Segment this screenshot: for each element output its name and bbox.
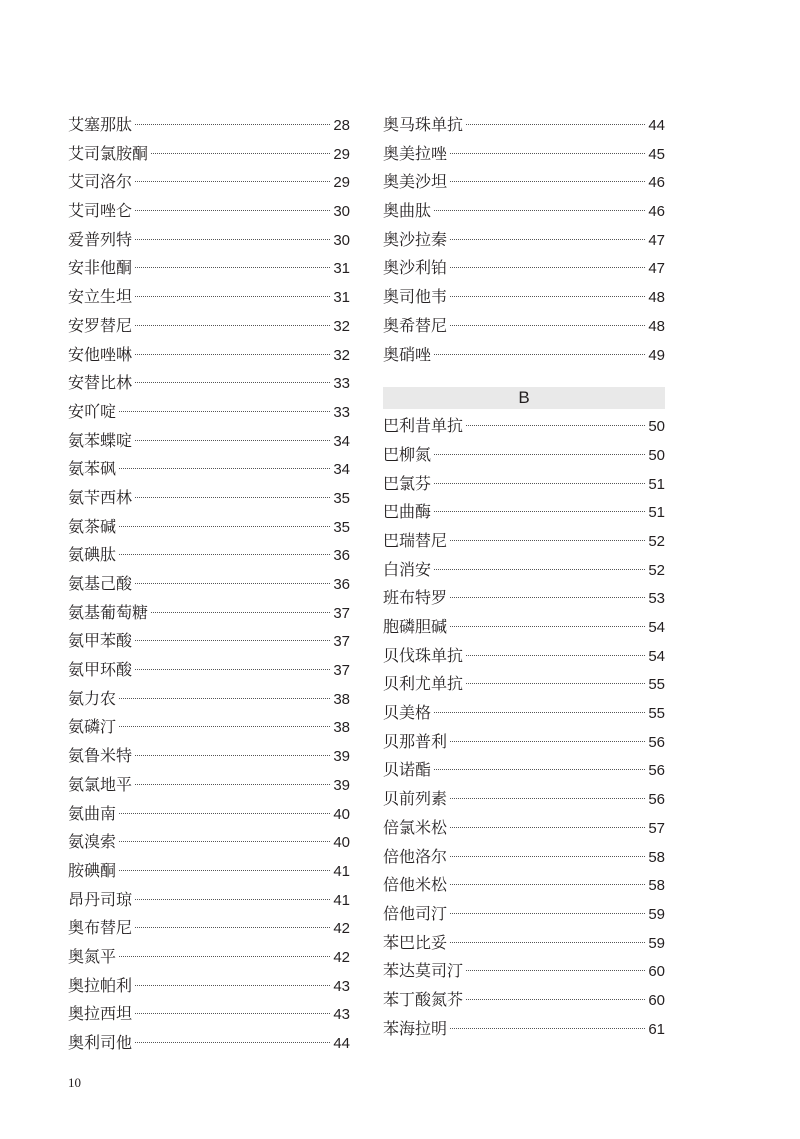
index-entry	[68, 513, 350, 542]
dot-leader	[466, 999, 645, 1000]
entry-page-number: 46	[648, 203, 665, 221]
index-entry	[383, 756, 665, 785]
dot-leader	[434, 712, 645, 713]
index-entry	[68, 627, 350, 656]
entry-name: 巴柳氮	[383, 444, 432, 464]
dot-leader	[135, 124, 330, 125]
entry-page-number: 32	[333, 317, 350, 335]
entry-page-number: 56	[648, 762, 665, 780]
index-entry	[383, 871, 665, 900]
entry-name: 奥氮平	[68, 946, 117, 966]
index-entry	[383, 283, 665, 312]
entry-name: 氨基己酸	[68, 574, 133, 593]
entry-page-number: 50	[648, 446, 665, 464]
entry-name: 氨溴索	[68, 832, 117, 852]
dot-leader	[135, 210, 330, 211]
entry-name: 胞磷胆碱	[383, 617, 448, 636]
entry-page-number: 58	[648, 877, 665, 895]
index-entry	[68, 341, 350, 370]
entry-name: 安吖啶	[68, 401, 117, 421]
dot-leader	[434, 483, 645, 484]
dot-leader	[119, 554, 330, 555]
index-entry	[383, 613, 665, 642]
entry-name: 倍氯米松	[383, 817, 448, 837]
entry-page-number: 31	[333, 289, 350, 307]
dot-leader	[135, 899, 330, 900]
index-entry	[383, 728, 665, 757]
index-entry	[383, 584, 665, 613]
entry-name: 昂丹司琼	[68, 889, 133, 909]
entry-name: 白消安	[383, 559, 432, 579]
index-entry	[383, 226, 665, 255]
entry-name: 艾司洛尔	[68, 172, 133, 192]
entry-name: 倍他洛尔	[383, 846, 448, 866]
dot-leader	[119, 726, 330, 727]
entry-page-number: 52	[648, 532, 665, 550]
entry-name: 巴氯芬	[383, 473, 432, 493]
entry-name: 苯巴比妥	[383, 932, 448, 952]
dot-leader	[450, 626, 645, 627]
index-entry	[383, 900, 665, 929]
entry-page-number: 40	[333, 805, 350, 823]
entry-page-number: 42	[333, 920, 350, 938]
entry-page-number: 54	[648, 647, 665, 665]
dot-leader	[135, 239, 330, 240]
dot-leader	[434, 511, 645, 512]
entry-name: 艾司唑仑	[68, 201, 133, 221]
dot-leader	[135, 296, 330, 297]
entry-name: 贝利尤单抗	[383, 674, 464, 694]
index-entry	[68, 771, 350, 800]
entry-page-number: 30	[333, 203, 350, 221]
entry-name: 奥美拉唑	[383, 143, 448, 163]
index-entry	[68, 312, 350, 341]
index-entry	[383, 412, 665, 441]
index-entry	[383, 441, 665, 470]
dot-leader	[450, 181, 645, 182]
entry-name: 安替比林	[68, 373, 133, 393]
entry-name: 氨苄西林	[68, 487, 133, 507]
dot-leader	[135, 1042, 330, 1043]
index-entry	[383, 814, 665, 843]
index-entry	[383, 670, 665, 699]
entry-name: 艾司氯胺酮	[68, 143, 149, 163]
entry-page-number: 46	[648, 174, 665, 192]
index-entry	[68, 713, 350, 742]
dot-leader	[450, 540, 645, 541]
index-entry	[383, 254, 665, 283]
dot-leader	[119, 411, 330, 412]
entry-page-number: 57	[648, 819, 665, 837]
index-group-b	[383, 412, 665, 1043]
dot-leader	[119, 526, 330, 527]
index-entry	[68, 111, 350, 140]
index-entry	[383, 197, 665, 226]
entry-page-number: 50	[648, 418, 665, 436]
index-entry	[68, 283, 350, 312]
entry-name: 苯海拉明	[383, 1018, 448, 1038]
dot-leader	[450, 856, 645, 857]
index-entry	[68, 800, 350, 829]
index-entry	[68, 168, 350, 197]
entry-page-number: 35	[333, 489, 350, 507]
entry-name: 氨茶碱	[68, 516, 117, 536]
index-entry	[68, 427, 350, 456]
dot-leader	[151, 153, 330, 154]
index-entry	[383, 957, 665, 986]
dot-leader	[450, 153, 645, 154]
index-entry	[68, 140, 350, 169]
dot-leader	[434, 354, 645, 355]
entry-page-number: 36	[333, 547, 350, 565]
entry-name: 安他唑啉	[68, 344, 133, 364]
entry-name: 氨碘肽	[68, 545, 117, 565]
entry-page-number: 28	[333, 117, 350, 134]
dot-leader	[450, 267, 645, 268]
entry-page-number: 39	[333, 776, 350, 794]
entry-page-number: 52	[648, 561, 665, 579]
entry-name: 氨基葡萄糖	[68, 602, 149, 622]
dot-leader	[135, 784, 330, 785]
dot-leader	[450, 325, 645, 326]
entry-name: 氨力农	[68, 688, 117, 708]
entry-page-number: 44	[648, 117, 665, 134]
entry-name: 安非他酮	[68, 258, 133, 278]
dot-leader	[450, 597, 645, 598]
entry-page-number: 34	[333, 432, 350, 450]
entry-page-number: 60	[648, 963, 665, 981]
index-entry	[68, 685, 350, 714]
entry-page-number: 34	[333, 461, 350, 479]
entry-name: 氨甲苯酸	[68, 631, 133, 651]
index-entry	[68, 254, 350, 283]
entry-page-number: 58	[648, 848, 665, 866]
dot-leader	[450, 798, 645, 799]
entry-page-number: 54	[648, 619, 665, 636]
dot-leader	[434, 769, 645, 770]
index-entry	[383, 168, 665, 197]
entry-page-number: 47	[648, 231, 665, 249]
dot-leader	[434, 454, 645, 455]
index-entry	[68, 972, 350, 1001]
dot-leader	[466, 970, 645, 971]
index-entry	[383, 929, 665, 958]
index-entry	[383, 312, 665, 341]
entry-page-number: 56	[648, 733, 665, 751]
entry-page-number: 47	[648, 260, 665, 278]
dot-leader	[135, 267, 330, 268]
entry-page-number: 49	[648, 346, 665, 364]
dot-leader	[450, 827, 645, 828]
dot-leader	[151, 612, 330, 613]
entry-name: 班布特罗	[383, 588, 448, 608]
index-entry	[68, 398, 350, 427]
entry-name: 奥硝唑	[383, 344, 432, 364]
dot-leader	[135, 927, 330, 928]
dot-leader	[119, 956, 330, 957]
entry-page-number: 45	[648, 145, 665, 163]
dot-leader	[466, 683, 645, 684]
index-entry	[68, 570, 350, 599]
entry-page-number: 53	[648, 590, 665, 608]
entry-name: 巴瑞替尼	[383, 530, 448, 550]
entry-name: 奥美沙坦	[383, 172, 448, 192]
entry-name: 奥布替尼	[68, 918, 133, 938]
index-entry	[68, 1000, 350, 1029]
index-column-left	[68, 111, 350, 1058]
dot-leader	[450, 1028, 645, 1029]
section-header-b: B	[383, 387, 665, 409]
dot-leader	[119, 841, 330, 842]
dot-leader	[135, 382, 330, 383]
entry-page-number: 31	[333, 260, 350, 278]
entry-page-number: 59	[648, 934, 665, 952]
entry-page-number: 30	[333, 231, 350, 249]
entry-page-number: 51	[648, 475, 665, 493]
index-entry	[383, 470, 665, 499]
entry-name: 安立生坦	[68, 287, 133, 307]
entry-name: 巴利昔单抗	[383, 416, 464, 436]
entry-page-number: 55	[648, 676, 665, 694]
dot-leader	[119, 870, 330, 871]
entry-name: 贝那普利	[383, 731, 448, 751]
dot-leader	[466, 425, 645, 426]
index-entry	[68, 914, 350, 943]
dot-leader	[135, 354, 330, 355]
entry-page-number: 29	[333, 145, 350, 163]
index-entry	[383, 699, 665, 728]
entry-page-number: 37	[333, 662, 350, 680]
index-entry	[68, 455, 350, 484]
index-column-right	[383, 111, 665, 1043]
page-number: 10	[68, 1075, 81, 1090]
entry-name: 苯丁酸氮芥	[383, 989, 464, 1009]
entry-name: 奥利司他	[68, 1033, 133, 1052]
entry-page-number: 59	[648, 905, 665, 923]
entry-page-number: 37	[333, 604, 350, 622]
entry-page-number: 41	[333, 891, 350, 909]
index-entry	[383, 986, 665, 1015]
entry-page-number: 36	[333, 576, 350, 593]
entry-name: 奥沙拉秦	[383, 229, 448, 249]
entry-page-number: 48	[648, 317, 665, 335]
entry-name: 氨苯砜	[68, 459, 117, 479]
entry-page-number: 61	[648, 1020, 665, 1038]
dot-leader	[135, 669, 330, 670]
entry-name: 贝诺酯	[383, 760, 432, 780]
entry-page-number: 38	[333, 690, 350, 708]
entry-name: 安罗替尼	[68, 315, 133, 335]
entry-name: 苯达莫司汀	[383, 961, 464, 981]
dot-leader	[135, 440, 330, 441]
dot-leader	[135, 583, 330, 584]
entry-name: 奥曲肽	[383, 201, 432, 221]
entry-name: 氨苯蝶啶	[68, 430, 133, 450]
index-entry	[383, 111, 665, 140]
dot-leader	[450, 296, 645, 297]
index-entry	[68, 656, 350, 685]
index-entry	[68, 742, 350, 771]
entry-name: 胺碘酮	[68, 860, 117, 880]
dot-leader	[434, 569, 645, 570]
index-entry	[383, 642, 665, 671]
entry-name: 倍他司汀	[383, 903, 448, 923]
dot-leader	[434, 210, 645, 211]
entry-page-number: 32	[333, 346, 350, 364]
index-entry	[68, 197, 350, 226]
entry-name: 贝伐珠单抗	[383, 645, 464, 665]
entry-name: 氨鲁米特	[68, 746, 133, 766]
index-entry	[383, 498, 665, 527]
entry-page-number: 38	[333, 719, 350, 737]
dot-leader	[135, 640, 330, 641]
index-group-a-continued	[383, 111, 665, 369]
index-entry	[383, 527, 665, 556]
entry-page-number: 29	[333, 174, 350, 192]
dot-leader	[119, 813, 330, 814]
dot-leader	[466, 124, 645, 125]
entry-page-number: 37	[333, 633, 350, 651]
index-entry	[68, 886, 350, 915]
entry-name: 巴曲酶	[383, 502, 432, 522]
index-entry	[383, 341, 665, 370]
dot-leader	[135, 325, 330, 326]
index-entry	[383, 1015, 665, 1044]
index-entry	[68, 541, 350, 570]
dot-leader	[450, 884, 645, 885]
entry-page-number: 55	[648, 705, 665, 723]
dot-leader	[450, 741, 645, 742]
dot-leader	[135, 755, 330, 756]
entry-page-number: 43	[333, 1006, 350, 1024]
dot-leader	[119, 698, 330, 699]
entry-page-number: 60	[648, 991, 665, 1009]
entry-page-number: 43	[333, 977, 350, 995]
entry-page-number: 41	[333, 862, 350, 880]
index-entry	[383, 785, 665, 814]
index-entry	[383, 140, 665, 169]
index-entry	[383, 843, 665, 872]
entry-page-number: 33	[333, 403, 350, 421]
entry-page-number: 51	[648, 504, 665, 522]
entry-page-number: 56	[648, 791, 665, 809]
index-entry	[68, 828, 350, 857]
entry-name: 奥拉帕利	[68, 975, 133, 995]
dot-leader	[450, 942, 645, 943]
index-entry	[68, 943, 350, 972]
index-entry	[383, 556, 665, 585]
entry-page-number: 48	[648, 289, 665, 307]
entry-name: 艾塞那肽	[68, 115, 133, 134]
index-entry	[68, 599, 350, 628]
index-entry	[68, 857, 350, 886]
entry-name: 贝前列素	[383, 789, 448, 809]
index-entry	[68, 484, 350, 513]
index-entry	[68, 1029, 350, 1058]
dot-leader	[450, 913, 645, 914]
entry-page-number: 35	[333, 518, 350, 536]
entry-page-number: 42	[333, 948, 350, 966]
entry-name: 氨甲环酸	[68, 660, 133, 680]
entry-name: 奥司他韦	[383, 287, 448, 307]
dot-leader	[135, 1013, 330, 1014]
dot-leader	[135, 985, 330, 986]
entry-name: 奥马珠单抗	[383, 115, 464, 134]
dot-leader	[450, 239, 645, 240]
entry-name: 氨曲南	[68, 803, 117, 823]
entry-name: 氨氯地平	[68, 774, 133, 794]
entry-name: 倍他米松	[383, 875, 448, 895]
entry-name: 爱普列特	[68, 229, 133, 249]
entry-name: 奥沙利铂	[383, 258, 448, 278]
dot-leader	[119, 468, 330, 469]
entry-name: 奥希替尼	[383, 315, 448, 335]
dot-leader	[135, 181, 330, 182]
entry-page-number: 40	[333, 834, 350, 852]
entry-name: 贝美格	[383, 703, 432, 723]
entry-page-number: 39	[333, 748, 350, 766]
entry-page-number: 44	[333, 1035, 350, 1052]
index-entry	[68, 369, 350, 398]
dot-leader	[466, 655, 645, 656]
index-entry	[68, 226, 350, 255]
entry-name: 奥拉西坦	[68, 1004, 133, 1024]
entry-page-number: 33	[333, 375, 350, 393]
entry-name: 氨磷汀	[68, 717, 117, 737]
dot-leader	[135, 497, 330, 498]
